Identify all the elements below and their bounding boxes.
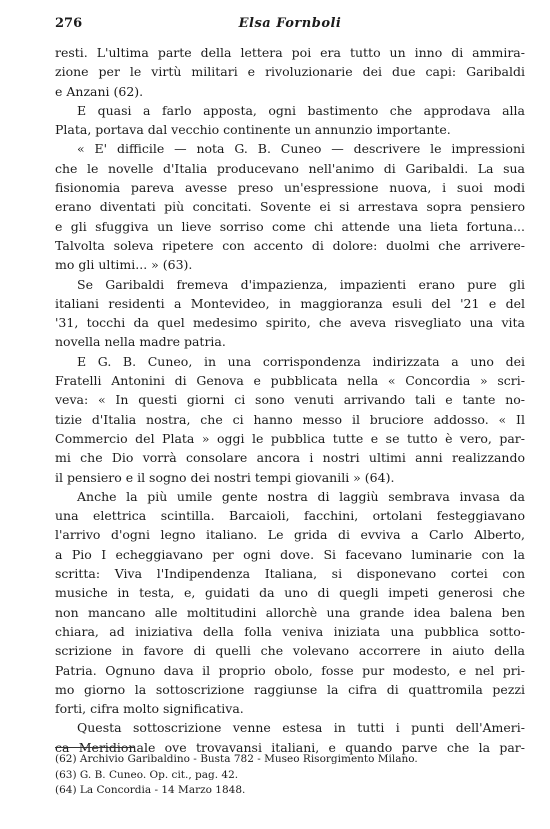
- text-line: erano diventati più concitati. Sovente ei si arrestava sopra pensiero: [55, 199, 525, 215]
- page-header: [55, 16, 525, 36]
- text-line: veva: « In questi giorni ci sono venuti arrivando tali e tante no-: [55, 392, 525, 408]
- text-line: a Pio I echeggiavano per ogni dove. Si facevano luminarie con la: [55, 546, 525, 562]
- text-line: e gli sfuggiva un lieve sorriso come chi attende una lieta fortuna...: [55, 218, 525, 234]
- text-line: resti. L'ultima parte della lettera poi era tutto un inno di ammira-: [55, 45, 525, 60]
- text-line: Plata, portava dal vecchio continente un annunzio importante.: [55, 122, 451, 138]
- footnote-divider: [55, 747, 135, 748]
- text-line: E quasi a farlo apposta, ogni bastimento che approdava alla: [77, 102, 525, 118]
- text-line: '31, tocchi da quel medesimo spirito, che aveva risvegliato una vita: [55, 315, 525, 331]
- body-text: [55, 43, 525, 757]
- text-line: chiara, ad iniziativa della folla veniva iniziata una pubblica sotto-: [55, 623, 525, 639]
- text-line: Questa sottoscrizione venne estesa in tutti i punti dell'Ameri-: [77, 720, 525, 736]
- text-line: il pensiero e il sogno dei nostri tempi giovanili » (64).: [55, 469, 395, 485]
- footnotes: [55, 752, 525, 799]
- text-line: « E' difficile — nota G. B. Cuneo — descrivere le impressioni: [77, 141, 525, 157]
- page-number: 276: [55, 16, 83, 31]
- text-line: italiani residenti a Montevideo, in maggioranza esuli del '21 e del: [55, 295, 525, 311]
- footnote: (62) Archivio Garibaldino - Busta 782 - Museo Risorgimento Milano.: [55, 753, 418, 765]
- text-line: novella nella madre patria.: [55, 334, 226, 350]
- text-line: l'arrivo d'ogni legno italiano. Le grida di evviva a Carlo Alberto,: [55, 527, 525, 543]
- text-line: Fratelli Antonini di Genova e pubblicata nella « Concordia » scri-: [55, 373, 525, 389]
- text-line: Talvolta soleva ripetere con accento di dolore: duolmi che arrivere-: [55, 237, 525, 253]
- footnote: (63) G. B. Cuneo. Op. cit., pag. 42.: [55, 768, 239, 781]
- running-head: Elsa Fornboli: [238, 16, 342, 31]
- text-line: Se Garibaldi fremeva d'impazienza, impazienti erano pure gli: [77, 276, 525, 292]
- text-line: musiche in testa, e, guidati da uno di quegli impeti generosi che: [55, 585, 525, 601]
- text-line: non mancano alle moltitudini allorchè una grande idea balena ben: [55, 604, 525, 620]
- text-line: tizie d'Italia nostra, che ci hanno messo il bruciore addosso. « Il: [55, 411, 525, 427]
- text-line: che le novelle d'Italia producevano nell'animo di Garibaldi. La sua: [55, 160, 525, 176]
- text-line: mo gli ultimi... » (63).: [55, 257, 193, 273]
- text-line: scritta: Viva l'Indipendenza Italiana, si disponevano cortei con: [55, 566, 525, 582]
- text-line: Commercio del Plata » oggi le pubblica tutte e se tutto è vero, par-: [55, 430, 525, 446]
- text-line: fisionomia pareva avesse preso un'espressione nuova, i suoi modi: [55, 180, 525, 196]
- text-line: ca Meridionale ove trovavansi italiani, e quando parve che la par-: [55, 739, 525, 755]
- text-line: Patria. Ognuno dava il proprio obolo, fosse pur modesto, e nel pri-: [55, 662, 525, 678]
- text-line: e Anzani (62).: [55, 83, 144, 99]
- text-line: zione per le virtù militari e rivoluzionarie dei due capi: Garibaldi: [55, 64, 525, 80]
- text-line: Anche la più umile gente nostra di laggiù sembrava invasa da: [77, 488, 525, 504]
- text-line: scrizione in favore di quelli che volevano accorrere in aiuto della: [55, 643, 525, 659]
- text-line: una elettrica scintilla. Barcaioli, facchini, ortolani festeggiavano: [55, 508, 525, 524]
- text-line: forti, cifra molto significativa.: [55, 701, 244, 717]
- text-line: mo giorno la sottoscrizione raggiunse la cifra di quattromila pezzi: [55, 681, 525, 697]
- text-line: mi che Dio vorrà consolare ancora i nostri ultimi anni realizzando: [55, 450, 525, 466]
- text-line: E G. B. Cuneo, in una corrispondenza indirizzata a uno dei: [77, 353, 525, 369]
- footnote: (64) La Concordia - 14 Marzo 1848.: [55, 784, 246, 796]
